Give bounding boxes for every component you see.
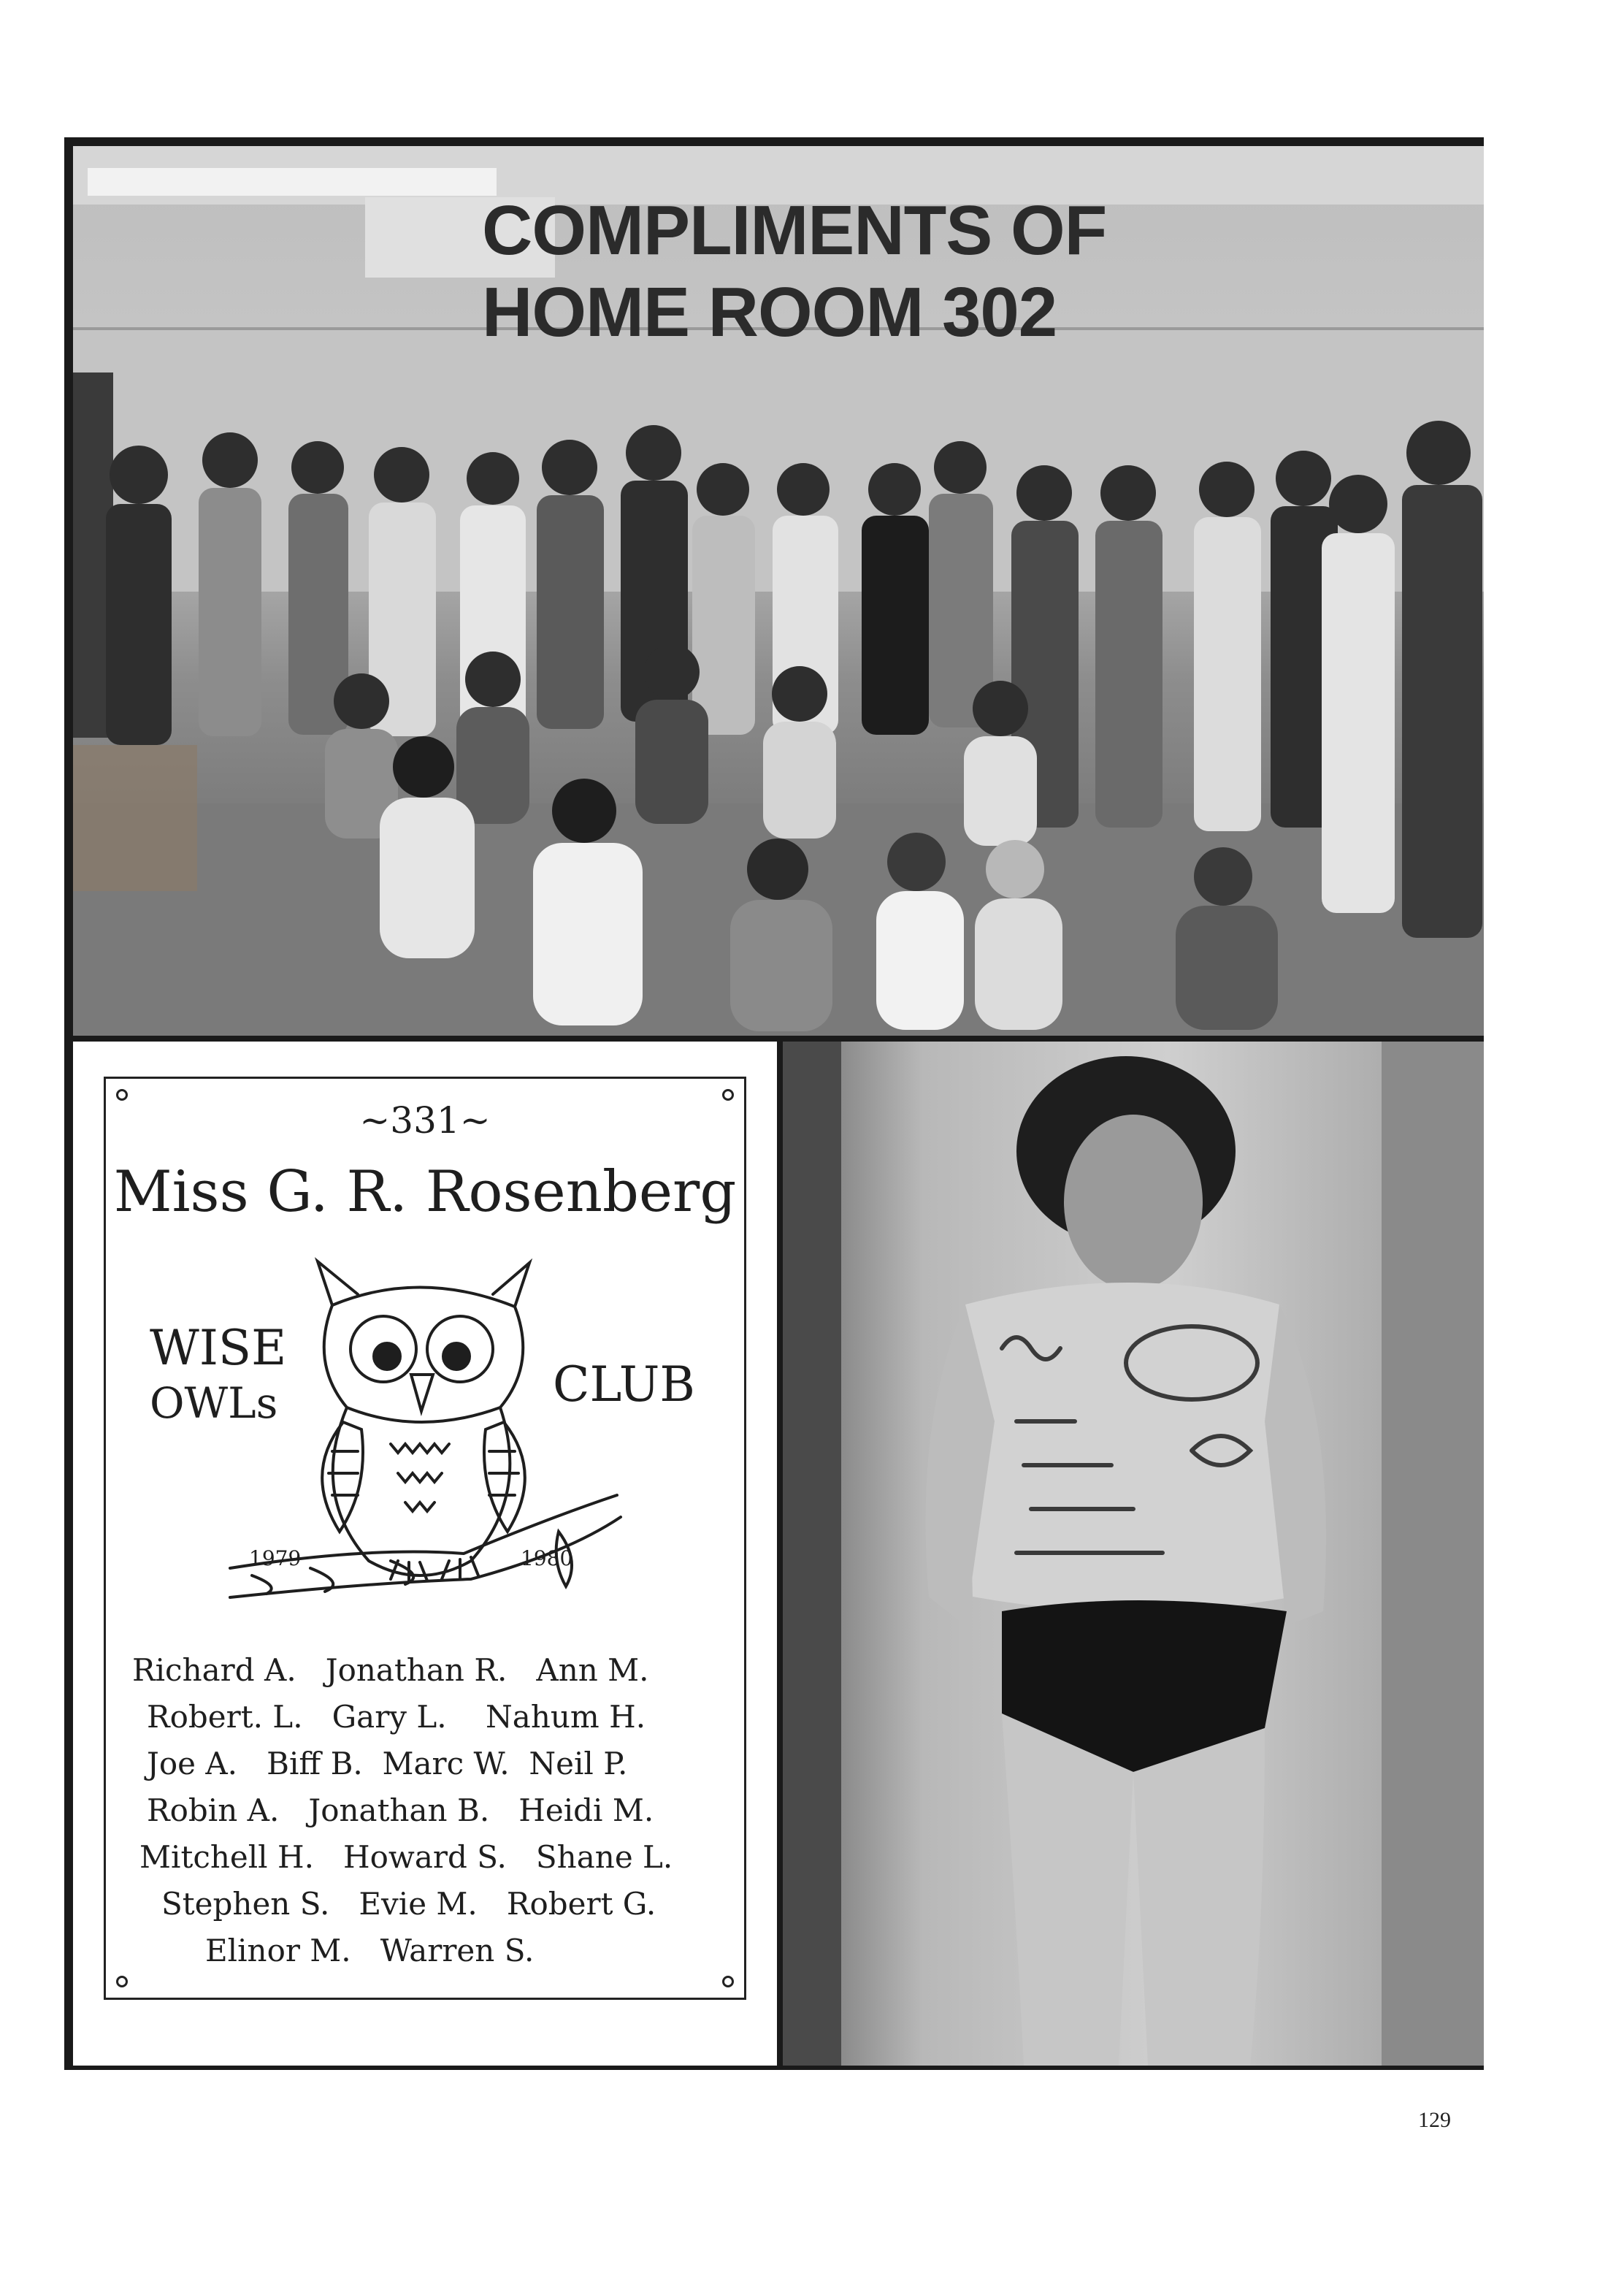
member-name: Howard S. [343,1839,507,1875]
wise-owls-poster [104,1077,746,2000]
headline-line-2: HOME ROOM 302 [482,273,1057,351]
member-name: Jonathan R. [325,1652,508,1688]
member-name: Nahum H. [486,1699,646,1735]
names-row-7 [132,1928,724,1974]
club-word-wise: WISE [150,1320,287,1376]
student-candid-photo [783,1042,1484,2066]
member-name: Robert G. [506,1886,656,1922]
year-end: 1980 [521,1546,573,1570]
member-name: Neil P. [529,1746,628,1781]
room-number: ~331~ [359,1099,491,1142]
member-name: Ann M. [536,1652,649,1688]
member-name: Marc W. [382,1746,510,1781]
member-name: Heidi M. [518,1792,654,1828]
thumbtack-icon [116,1976,128,1987]
member-name: Richard A. [132,1652,296,1688]
club-word-owls: OWLs [150,1378,278,1428]
member-name: Robin A. [147,1792,280,1828]
names-row-1 [132,1647,724,1694]
member-name: Jonathan B. [308,1792,490,1828]
thumbtack-icon [722,1976,734,1987]
member-name: Biff B. [267,1746,363,1781]
page-frame [64,137,1484,2070]
teacher-name: Miss G. R. Rosenberg [113,1159,737,1225]
page-number: 129 [1418,2108,1451,2132]
wise-owls-poster-panel [73,1042,777,2066]
member-name: Evie M. [359,1886,478,1922]
member-name: Joe A. [147,1746,238,1781]
names-row-4 [132,1787,724,1834]
names-row-6 [132,1881,724,1928]
class-group-photo [73,146,1484,1036]
member-name: Stephen S. [161,1886,330,1922]
member-name: Shane L. [535,1839,673,1875]
names-row-5 [132,1834,724,1881]
headline-line-1: COMPLIMENTS OF [482,191,1107,270]
candid-photo-art [783,1042,1484,2066]
member-names [132,1647,724,1974]
club-word-club: CLUB [553,1356,695,1413]
member-name: Elinor M. [205,1933,351,1968]
headline [482,190,1106,354]
member-name: Gary L. [332,1699,447,1735]
member-name: Robert. L. [147,1699,303,1735]
member-name: Mitchell H. [139,1839,314,1875]
year-start: 1979 [249,1546,302,1570]
names-row-3 [132,1741,724,1787]
names-row-2 [132,1694,724,1741]
member-name: Warren S. [380,1933,535,1968]
